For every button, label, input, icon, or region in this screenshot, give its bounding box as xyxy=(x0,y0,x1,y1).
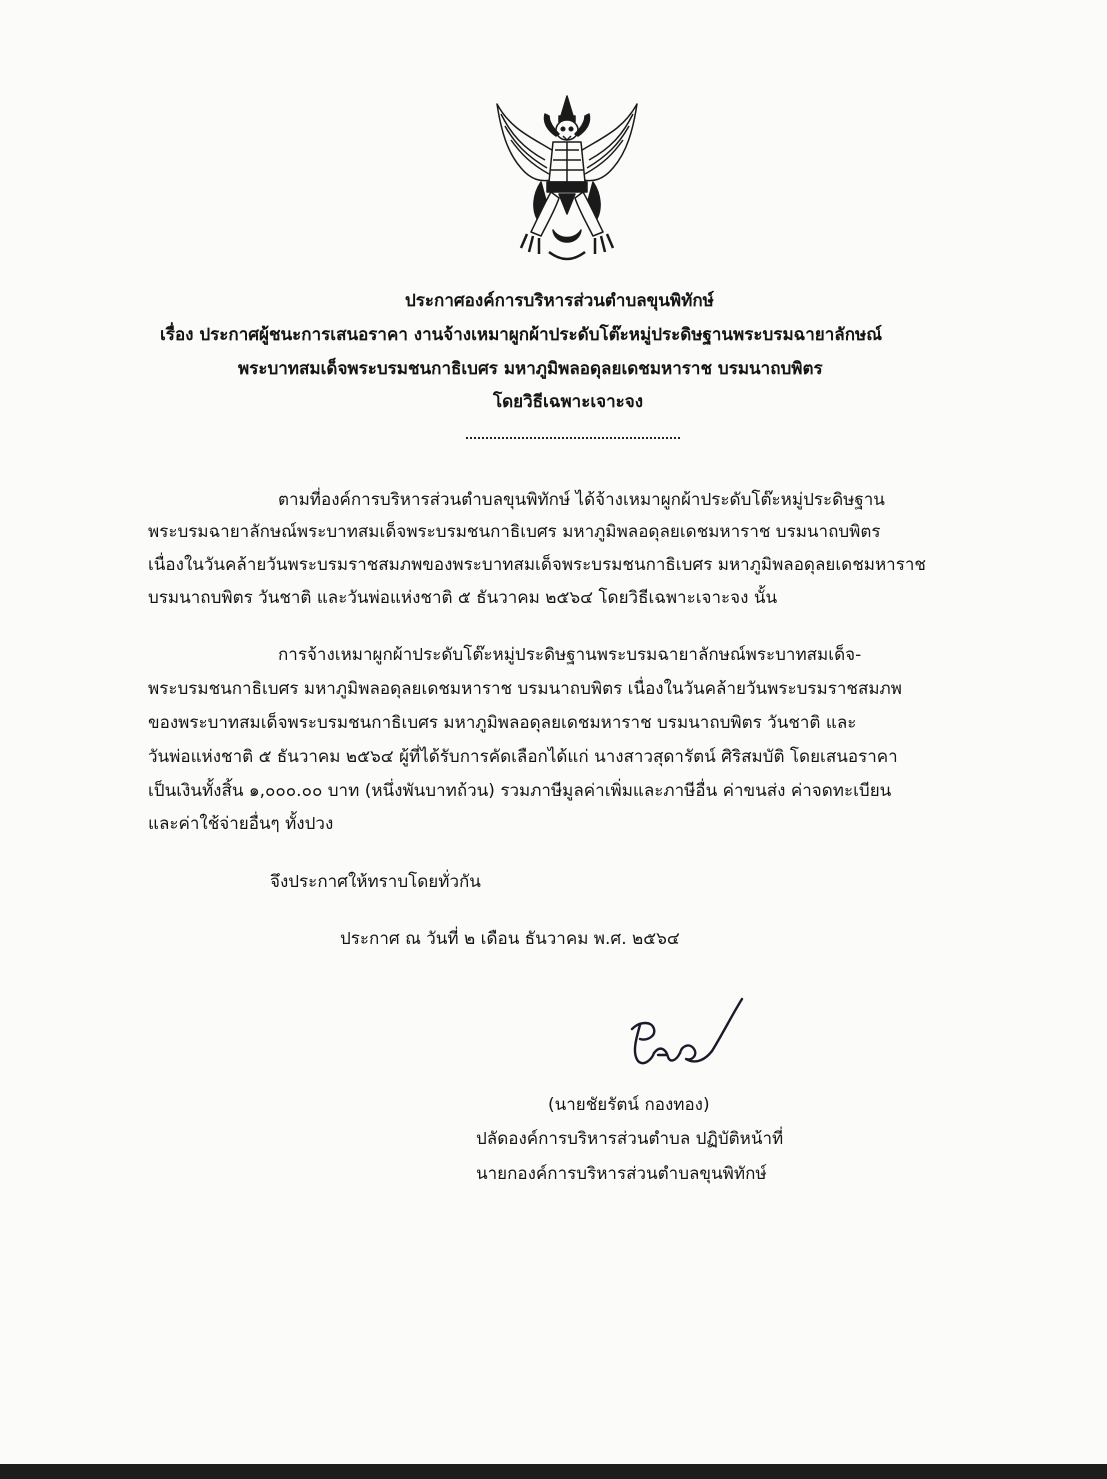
garuda-emblem-icon xyxy=(493,90,641,265)
paragraph-2-line: วันพ่อแห่งชาติ ๕ ธันวาคม ๒๕๖๔ ผู้ที่ได้รับการคัดเลือกได้แก่ นางสาวสุดารัตน์ ศิริสมบัติ โดยเสนอราคา xyxy=(148,747,898,767)
paragraph-1-line: บรมนาถบพิตร วันชาติ และวันพ่อแห่งชาติ ๕ ธันวาคม ๒๕๖๔ โดยวิธีเฉพาะเจาะจง นั้น xyxy=(148,588,778,608)
paragraph-2-line: ของพระบาทสมเด็จพระบรมชนกาธิเบศร มหาภูมิพลอดุลยเดชมหาราช บรมนาถบพิตร วันชาติ และ xyxy=(148,713,857,733)
signatory-position: ปลัดองค์การบริหารส่วนตำบล ปฏิบัติหน้าที่ xyxy=(476,1129,784,1149)
announcement-date: ประกาศ ณ วันที่ ๒ เดือน ธันวาคม พ.ศ. ๒๕๖๔ xyxy=(340,929,680,949)
signatory-position-acting: นายกองค์การบริหารส่วนตำบลขุนพิทักษ์ xyxy=(476,1164,767,1184)
closing-statement: จึงประกาศให้ทราบโดยทั่วกัน xyxy=(270,872,481,892)
paragraph-2-line: และค่าใช้จ่ายอื่นๆ ทั้งปวง xyxy=(148,814,334,834)
signatory-name: (นายชัยรัตน์ กองทอง) xyxy=(548,1095,710,1115)
handwritten-signature xyxy=(618,995,753,1080)
paragraph-2-line: พระบรมชนกาธิเบศร มหาภูมิพลอดุลยเดชมหาราช บรมนาถบพิตร เนื่องในวันคล้ายวันพระบรมราชสมภพ xyxy=(148,679,902,699)
header-divider xyxy=(466,437,680,439)
subject-line-1: เรื่อง ประกาศผู้ชนะการเสนอราคา งานจ้างเหมาผูกผ้าประดับโต๊ะหมู่ประดิษฐานพระบรมฉายาลักษณ์ xyxy=(160,325,882,345)
announcement-title: ประกาศองค์การบริหารส่วนตำบลขุนพิทักษ์ xyxy=(405,291,714,311)
paragraph-2-line: เป็นเงินทั้งสิ้น ๑,๐๐๐.๐๐ บาท (หนึ่งพันบาทถ้วน) รวมภาษีมูลค่าเพิ่มและภาษีอื่น ค่าขนส่ง ค่าจดทะเบียน xyxy=(148,781,892,801)
paragraph-1-line: เนื่องในวันคล้ายวันพระบรมราชสมภพของพระบาทสมเด็จพระบรมชนกาธิเบศร มหาภูมิพลอดุลยเดชมหาราช xyxy=(148,555,926,575)
subject-line-2: พระบาทสมเด็จพระบรมชนกาธิเบศร มหาภูมิพลอดุลยเดชมหาราช บรมนาถบพิตร xyxy=(238,359,823,379)
paragraph-2-line: การจ้างเหมาผูกผ้าประดับโต๊ะหมู่ประดิษฐานพระบรมฉายาลักษณ์พระบาทสมเด็จ- xyxy=(278,645,862,665)
scan-bottom-edge xyxy=(0,1464,1107,1479)
subject-line-3: โดยวิธีเฉพาะเจาะจง xyxy=(493,392,644,412)
paragraph-1-line: ตามที่องค์การบริหารส่วนตำบลขุนพิทักษ์ ได้จ้างเหมาผูกผ้าประดับโต๊ะหมู่ประดิษฐาน xyxy=(278,490,885,510)
paragraph-1-line: พระบรมฉายาลักษณ์พระบาทสมเด็จพระบรมชนกาธิเบศร มหาภูมิพลอดุลยเดชมหาราช บรมนาถบพิตร xyxy=(148,522,881,542)
